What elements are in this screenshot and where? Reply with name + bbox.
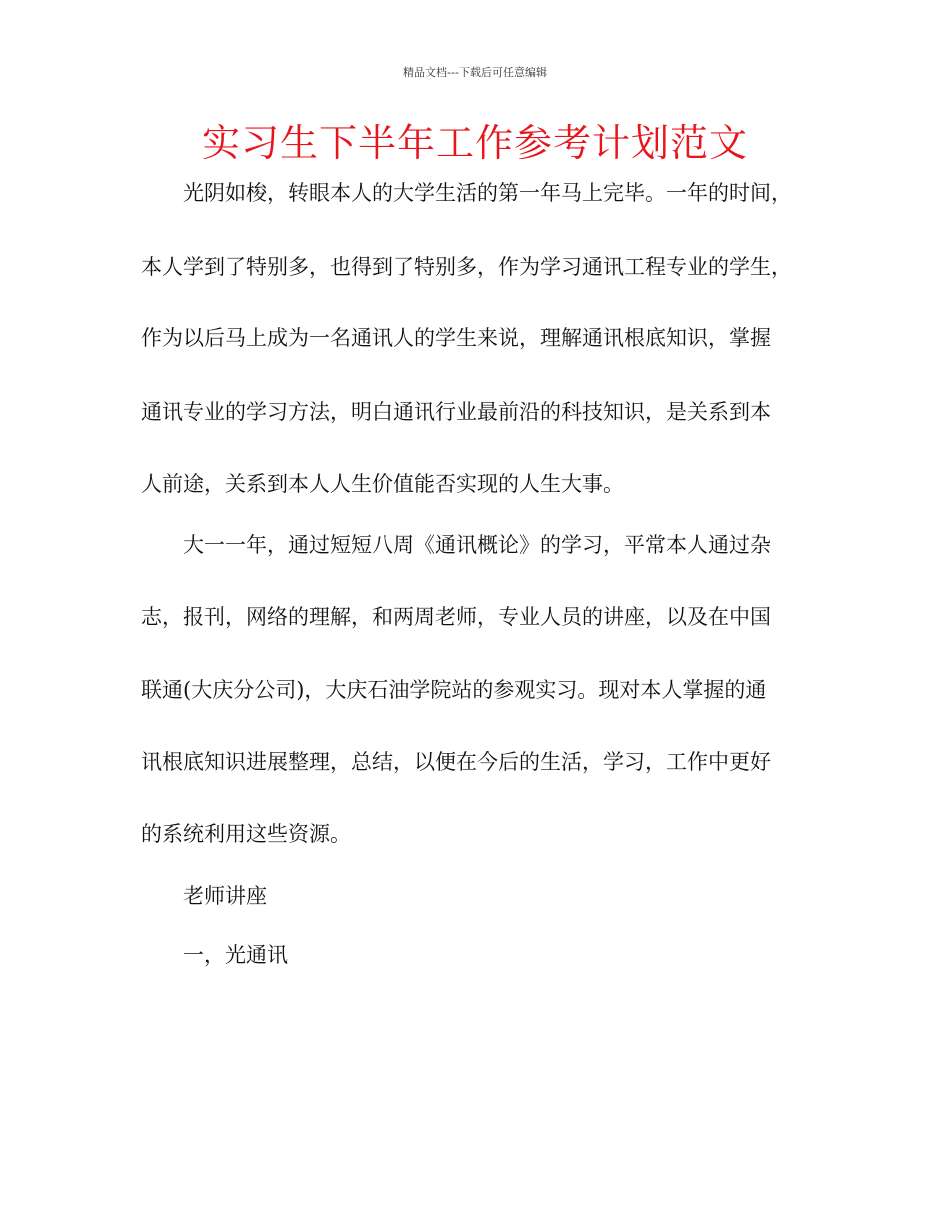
- paragraph-1-line-1: 光阴如梭，转眼本人的大学生活的第一年马上完毕。一年的时间，: [183, 181, 792, 205]
- paragraph-2-line-3: 联通(大庆分公司)，大庆石油学院站的参观实习。现对本人掌握的通: [141, 678, 767, 702]
- subsection-heading-optical: 一，光通讯: [183, 943, 288, 967]
- paragraph-2-line-2: 志，报刊，网络的理解，和两周老师，专业人员的讲座，以及在中国: [141, 605, 771, 629]
- paragraph-2-line-5: 的系统利用这些资源。: [141, 822, 351, 846]
- paragraph-2-line-4: 讯根底知识进展整理，总结，以便在今后的生活，学习，工作中更好: [141, 750, 771, 774]
- paragraph-1-line-2: 本人学到了特别多，也得到了特别多，作为学习通讯工程专业的学生，: [141, 255, 792, 279]
- paragraph-1-line-4: 通讯专业的学习方法，明白通讯行业最前沿的科技知识，是关系到本: [141, 400, 771, 424]
- section-heading-lecture: 老师讲座: [183, 884, 267, 908]
- document-title: 实习生下半年工作参考计划范文: [201, 121, 748, 165]
- paragraph-2-line-1: 大一一年，通过短短八周《通讯概论》的学习，平常本人通过杂: [183, 533, 771, 557]
- page-header-note: 精品文档---下载后可任意编辑: [403, 66, 547, 79]
- paragraph-1-line-5: 人前途，关系到本人人生价值能否实现的人生大事。: [141, 472, 624, 496]
- paragraph-1-line-3: 作为以后马上成为一名通讯人的学生来说，理解通讯根底知识，掌握: [141, 326, 771, 350]
